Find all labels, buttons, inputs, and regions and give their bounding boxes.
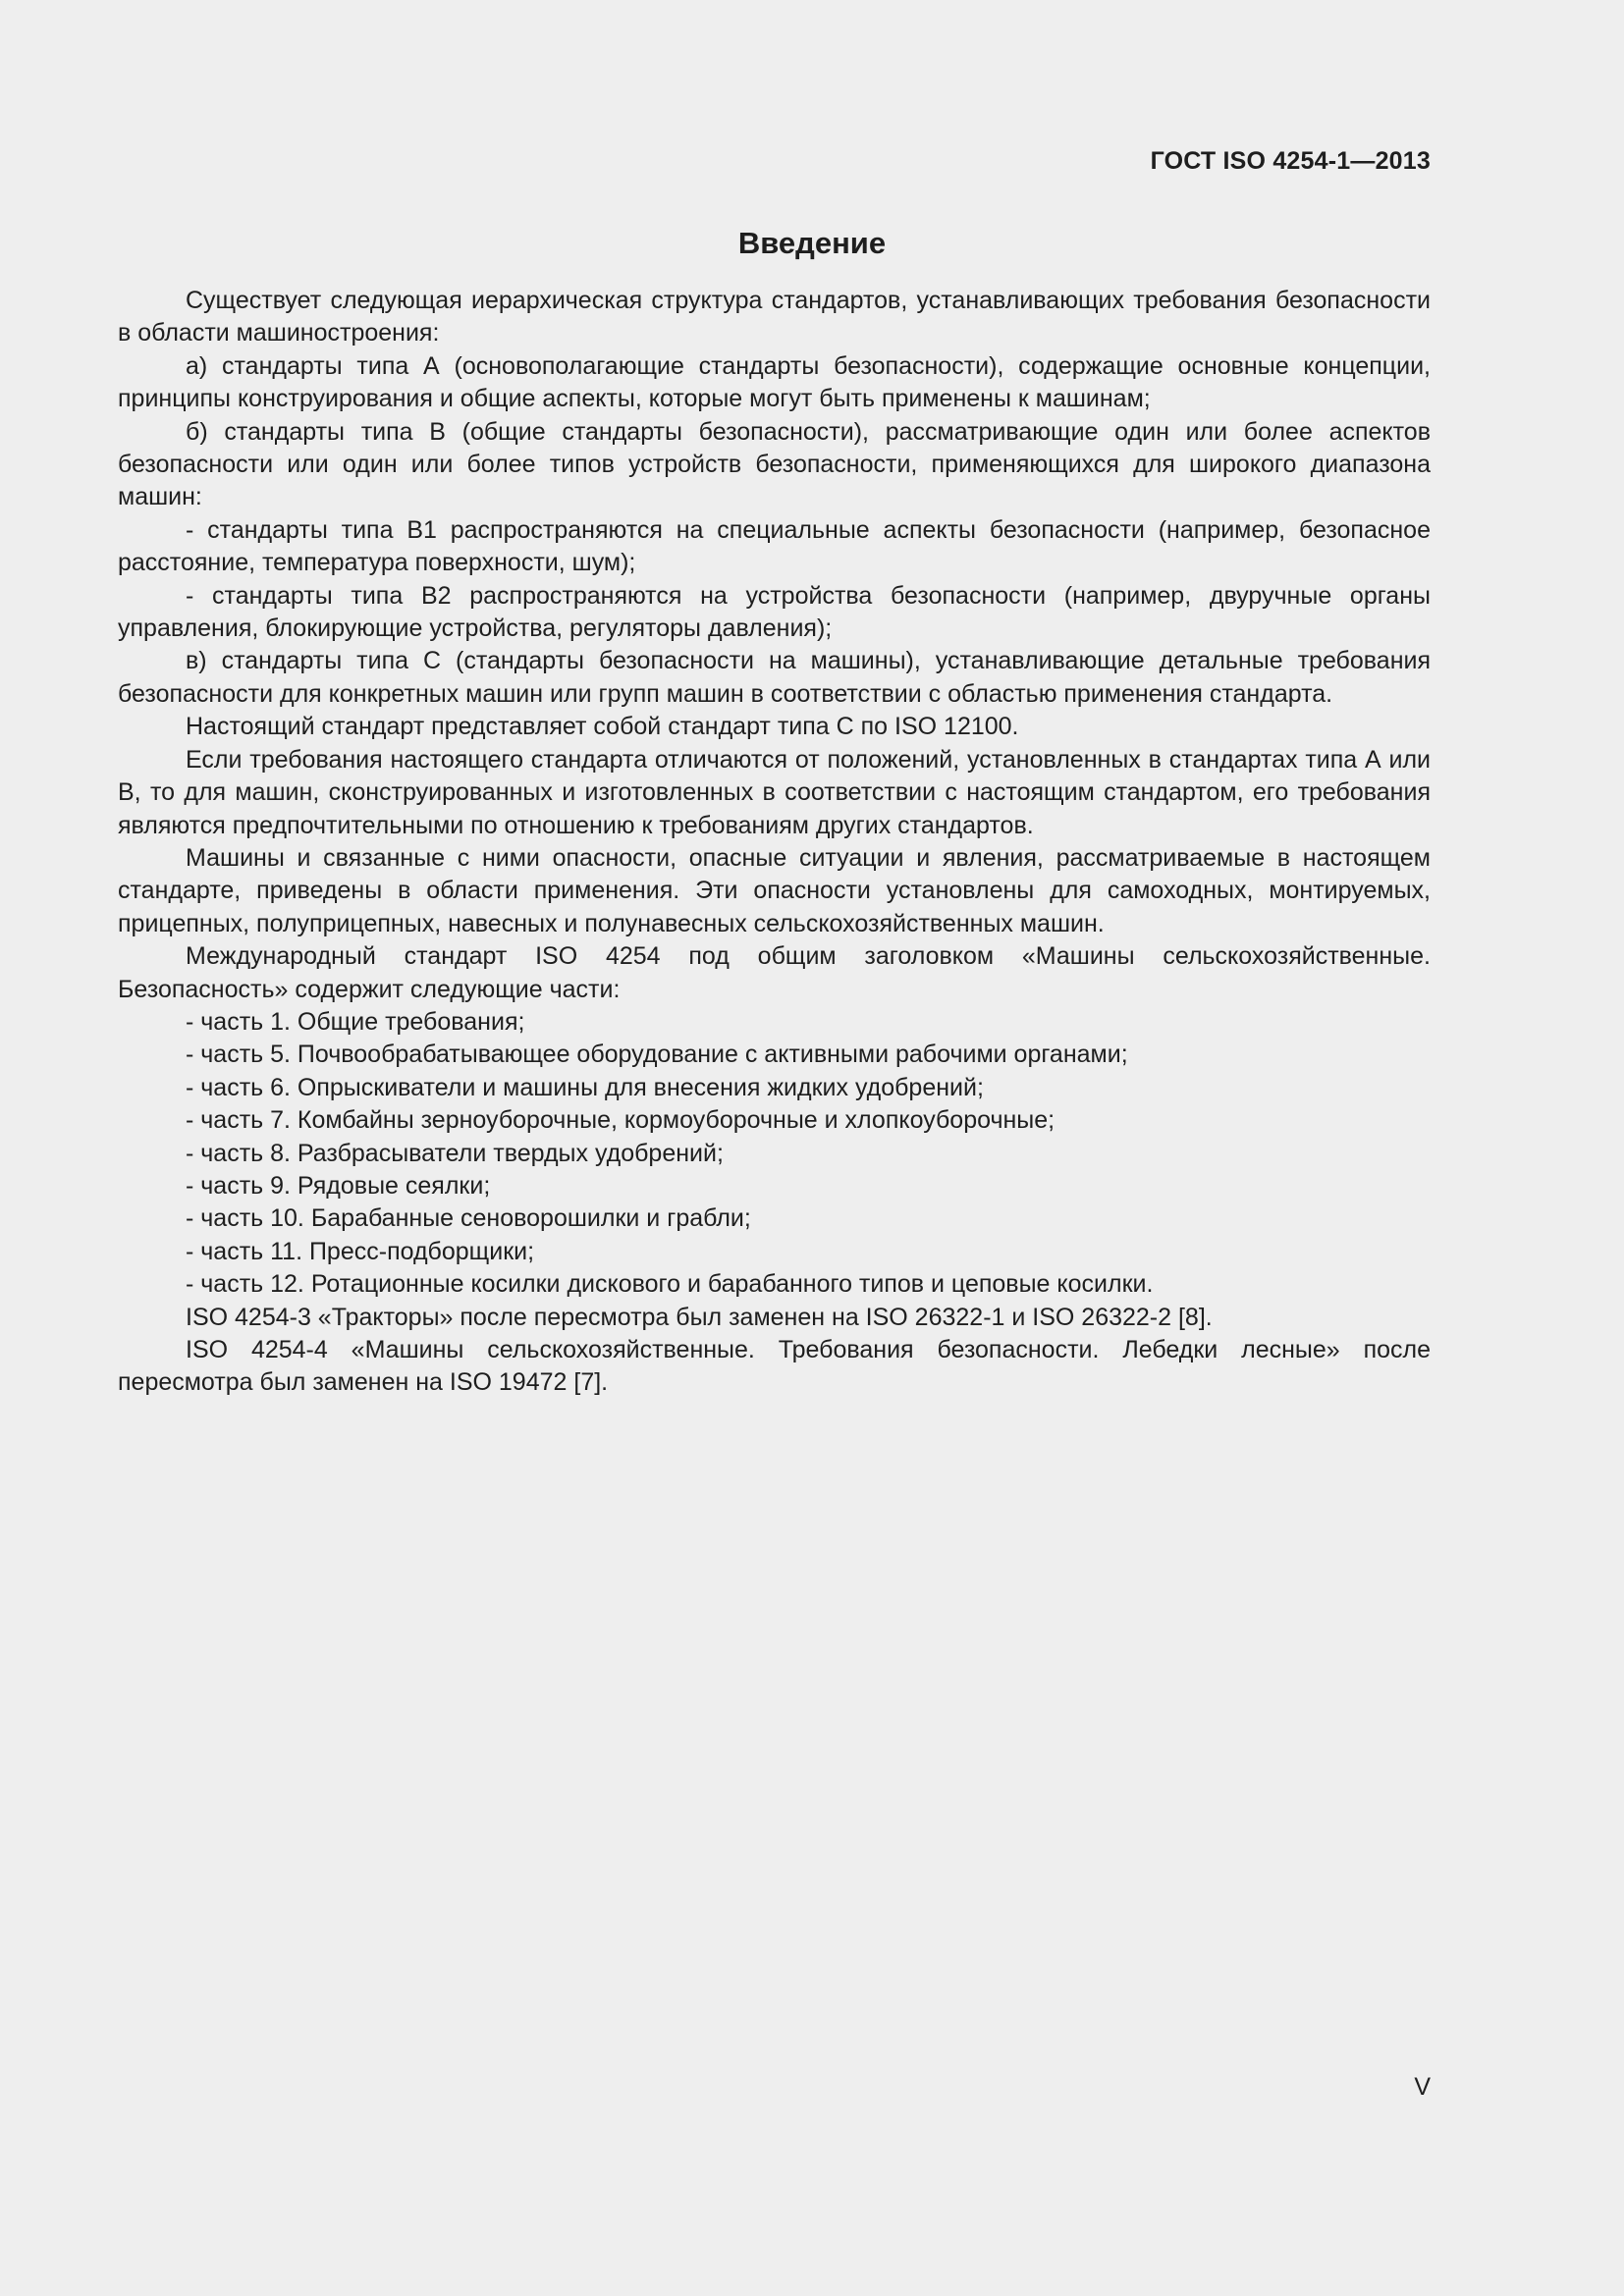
list-item-type-c: в) стандарты типа С (стандарты безопасности на машины), устанавливающие детальные требования безопасности для конкретных машин или групп машин в соответствии с областью применения стандарта. xyxy=(118,647,1431,708)
page-number: V xyxy=(1414,2073,1431,2101)
paragraph-standard-type: Настоящий стандарт представляет собой стандарт типа С по ISO 12100. xyxy=(186,713,1019,741)
page-title: Введение xyxy=(737,226,887,260)
part-list-item: - часть 10. Барабанные сеноворошилки и грабли; xyxy=(186,1204,751,1233)
part-list-item: - часть 1. Общие требования; xyxy=(186,1007,525,1036)
paragraph-parts-intro: Международный стандарт ISO 4254 под общим заголовком «Машины сельскохозяйственные. Безопасность» содержит следующие части: xyxy=(118,942,1431,1003)
part-list-item: - часть 5. Почвообрабатывающее оборудование с активными рабочими органами; xyxy=(186,1041,1128,1069)
part-list-item: - часть 12. Ротационные косилки дискового и барабанного типов и цеповые косилки. xyxy=(186,1270,1154,1299)
paragraph-hazards: Машины и связанные с ними опасности, опасные ситуации и явления, рассматриваемые в настоящем стандарте, приведены в области применения. Эти опасности установлены для самоходных, монтируемых, прицепных, полуприцепных, навесных и полунавесных сельскохозяйственных машин. xyxy=(118,843,1431,937)
intro-paragraph: Существует следующая иерархическая структура стандартов, устанавливающих требования безопасности в области машиностроения: xyxy=(118,287,1431,347)
part-list-item: - часть 9. Рядовые сеялки; xyxy=(186,1171,491,1200)
part-list-item: - часть 8. Разбрасыватели твердых удобрений; xyxy=(186,1139,724,1167)
paragraph-iso-4254-3: ISO 4254-3 «Тракторы» после пересмотра был заменен на ISO 26322-1 и ISO 26322-2 [8]. xyxy=(186,1303,1213,1331)
paragraph-iso-4254-4: ISO 4254-4 «Машины сельскохозяйственные. Требования безопасности. Лебедки лесные» после пересмотра был заменен на ISO 19472 [7]. xyxy=(118,1336,1431,1397)
document-id-header: ГОСТ ISO 4254-1—2013 xyxy=(1150,147,1431,175)
document-body xyxy=(118,285,1431,1400)
list-item-type-a: а) стандарты типа А (основополагающие стандарты безопасности), содержащие основные концепции, принципы конструирования и общие аспекты, которые могут быть применены к машинам; xyxy=(118,351,1431,413)
part-list-item: - часть 6. Опрыскиватели и машины для внесения жидких удобрений; xyxy=(186,1073,984,1101)
part-list-item: - часть 7. Комбайны зерноуборочные, кормоуборочные и хлопкоуборочные; xyxy=(186,1106,1056,1135)
paragraph-priority: Если требования настоящего стандарта отличаются от положений, установленных в стандартах типа А или В, то для машин, сконструированных и изготовленных в соответствии с настоящим стандартом, его требования являются предпочтительными по отношению к требованиям других стандартов. xyxy=(118,745,1431,839)
list-item-type-b1: - стандарты типа В1 распространяются на специальные аспекты безопасности (например, безопасное расстояние, температура поверхности, шум); xyxy=(118,515,1431,577)
part-list-item: - часть 11. Пресс-подборщики; xyxy=(186,1237,535,1265)
list-item-type-b: б) стандарты типа В (общие стандарты безопасности), рассматривающие один или более аспектов безопасности или один или более типов устройств безопасности, применяющихся для широкого диапазона машин: xyxy=(118,417,1431,511)
list-item-type-b2: - стандарты типа В2 распространяются на устройства безопасности (например, двуручные органы управления, блокирующие устройства, регуляторы давления); xyxy=(118,581,1431,643)
